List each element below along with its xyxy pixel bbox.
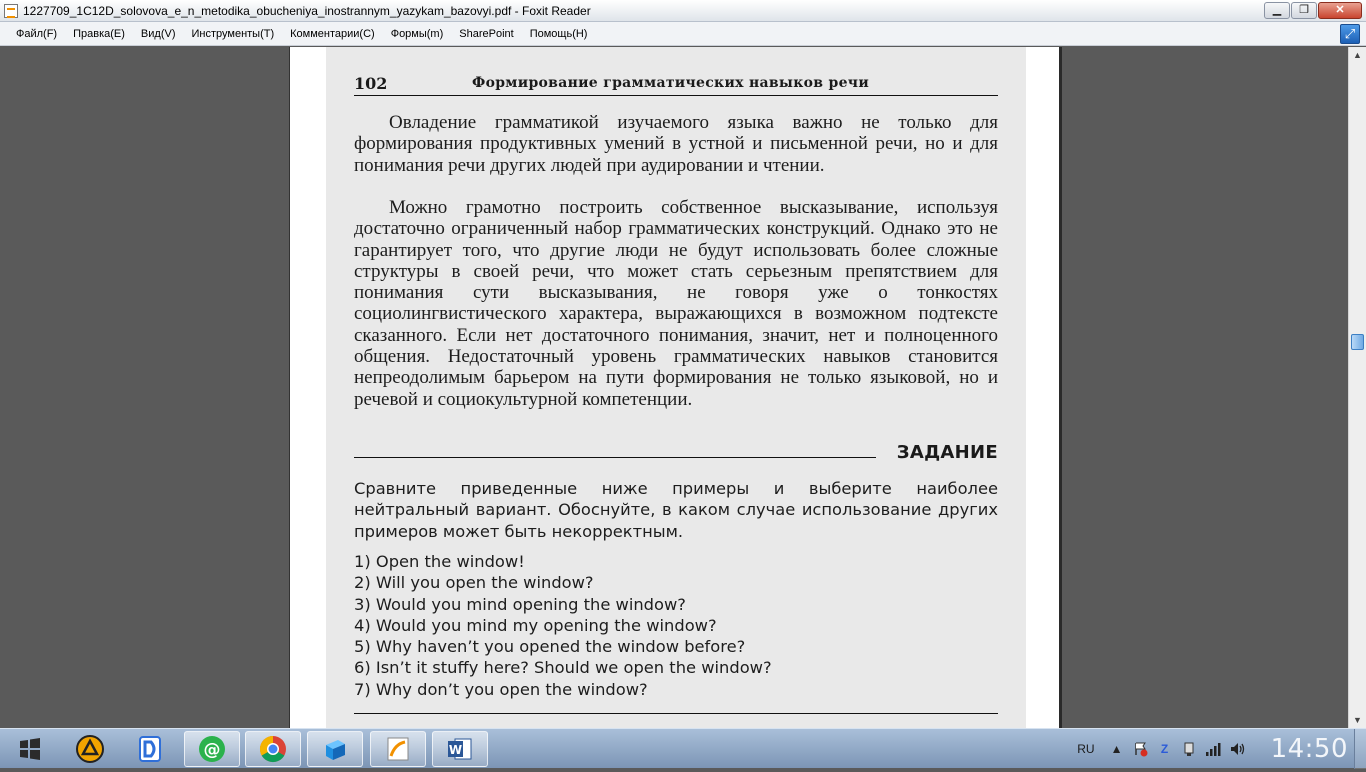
example-item: 2) Will you open the window? bbox=[354, 573, 594, 593]
taskbar bbox=[0, 728, 1366, 768]
page-header bbox=[354, 74, 998, 96]
paragraph-1: Овладение грамматикой изучаемого языка важно не только для формирования продуктивных умений в устной и письменной речи, но и для понимания речи других людей при аудировании и чтении. bbox=[354, 112, 998, 176]
task-label: ЗАДАНИЕ bbox=[896, 442, 998, 463]
language-indicator[interactable]: RU bbox=[1077, 742, 1095, 756]
menu-help[interactable]: Помощь(H) bbox=[529, 27, 588, 40]
mail-agent-icon bbox=[197, 734, 227, 764]
svg-text:@: @ bbox=[203, 740, 221, 760]
example-item: 4) Would you mind my opening the window? bbox=[354, 615, 717, 635]
menu-bar bbox=[0, 22, 1366, 46]
document-viewport[interactable] bbox=[0, 47, 1348, 728]
page-number: 102 bbox=[354, 74, 388, 93]
pdf-page bbox=[289, 47, 1062, 728]
paragraph-2: Можно грамотно построить собственное высказывание, используя достаточно ограниченный набор грамматических конструкций. Однако это не гарантирует того, что другие люди не будут использовать более сложные структуры в своей речи, что может стать серьезным препятствием для понимания сути высказывания, не говоря уже о тонкостях социолингвистического характера, выражающихся в возможном подтексте сказанного. Если нет достаточного понимания, значит, нет и полноценного общения. Недостаточный уровень грамматических навыков становится непреодолимым барьером на пути формирования не только языковой, но и речевой и социокультурной компетенции. bbox=[354, 197, 998, 410]
action-center-icon[interactable] bbox=[1133, 741, 1149, 757]
window-title: 1227709_1C12D_solovova_e_n_metodika_obucheniya_inostrannym_yazykam_bazovyi.pdf - Foxit Reader bbox=[23, 3, 591, 18]
network-signal-icon[interactable] bbox=[1205, 741, 1221, 757]
clock[interactable]: 14:50 bbox=[1270, 734, 1348, 764]
close-button[interactable]: ✕ bbox=[1318, 2, 1362, 19]
scrollbar-thumb[interactable] bbox=[1351, 334, 1364, 350]
show-desktop-button[interactable] bbox=[1354, 729, 1366, 769]
foxit-app-icon[interactable] bbox=[4, 4, 18, 18]
svg-text:W: W bbox=[448, 743, 463, 757]
menu-file[interactable]: Файл(F) bbox=[16, 27, 58, 40]
task-rule bbox=[354, 457, 876, 458]
task-heading bbox=[354, 440, 998, 468]
foxit-reader-icon bbox=[383, 734, 413, 764]
windows-logo-icon bbox=[4, 731, 56, 767]
chrome-icon bbox=[258, 734, 288, 764]
maximize-button[interactable]: ❐ bbox=[1291, 2, 1317, 19]
virtualbox-icon bbox=[320, 734, 350, 764]
window-controls bbox=[1264, 2, 1362, 19]
examples-list bbox=[354, 551, 998, 700]
show-hidden-icons-icon[interactable]: ▲ bbox=[1110, 742, 1123, 756]
taskbar-app-aimp[interactable] bbox=[62, 731, 118, 767]
example-item: 3) Would you mind opening the window? bbox=[354, 594, 686, 614]
start-button[interactable] bbox=[4, 731, 56, 767]
volume-icon[interactable] bbox=[1229, 741, 1245, 757]
menu-tools[interactable]: Инструменты(T) bbox=[191, 27, 275, 40]
menu-edit[interactable]: Правка(E) bbox=[73, 27, 125, 40]
punto-switcher-icon[interactable]: Z bbox=[1160, 742, 1169, 756]
scroll-up-arrow-icon[interactable]: ▲ bbox=[1353, 50, 1362, 60]
taskbar-app-word[interactable] bbox=[432, 731, 488, 767]
minimize-button[interactable]: ▁ bbox=[1264, 2, 1290, 19]
taskbar-app-daemon-tools[interactable] bbox=[122, 731, 178, 767]
menu-view[interactable]: Вид(V) bbox=[140, 27, 176, 40]
taskbar-app-mail-agent[interactable] bbox=[184, 731, 240, 767]
expand-icon: ⤢ bbox=[1344, 26, 1356, 41]
scroll-down-arrow-icon[interactable]: ▼ bbox=[1353, 715, 1362, 725]
example-item: 5) Why haven’t you opened the window before? bbox=[354, 637, 746, 657]
safely-remove-hardware-icon[interactable] bbox=[1181, 741, 1197, 757]
menu-sharepoint[interactable]: SharePoint bbox=[459, 27, 514, 40]
example-item: 1) Open the window! bbox=[354, 552, 525, 571]
taskbar-app-foxit-reader[interactable] bbox=[370, 731, 426, 767]
daemon-tools-icon bbox=[135, 734, 165, 764]
taskbar-app-chrome[interactable] bbox=[245, 731, 301, 767]
menu-forms[interactable]: Формы(m) bbox=[390, 27, 444, 40]
example-item: 6) Isn’t it stuffy here? Should we open the window? bbox=[354, 658, 772, 678]
word-icon bbox=[445, 734, 475, 764]
fit-page-button[interactable] bbox=[1340, 24, 1360, 44]
menu-comments[interactable]: Комментарии(C) bbox=[290, 27, 375, 40]
system-tray bbox=[1077, 729, 1348, 769]
bottom-rule bbox=[354, 713, 998, 714]
running-head: Формирование грамматических навыков речи bbox=[472, 75, 870, 91]
vertical-scrollbar[interactable] bbox=[1348, 47, 1366, 728]
example-item: 7) Why don’t you open the window? bbox=[354, 679, 648, 699]
task-text: Сравните приведенные ниже примеры и выберите наиболее нейтральный вариант. Обоснуйте, в каком случае использование других примеров может быть некорректным. bbox=[354, 479, 998, 541]
aimp-icon bbox=[75, 734, 105, 764]
title-bar bbox=[0, 0, 1366, 22]
taskbar-app-virtualbox[interactable] bbox=[307, 731, 363, 767]
